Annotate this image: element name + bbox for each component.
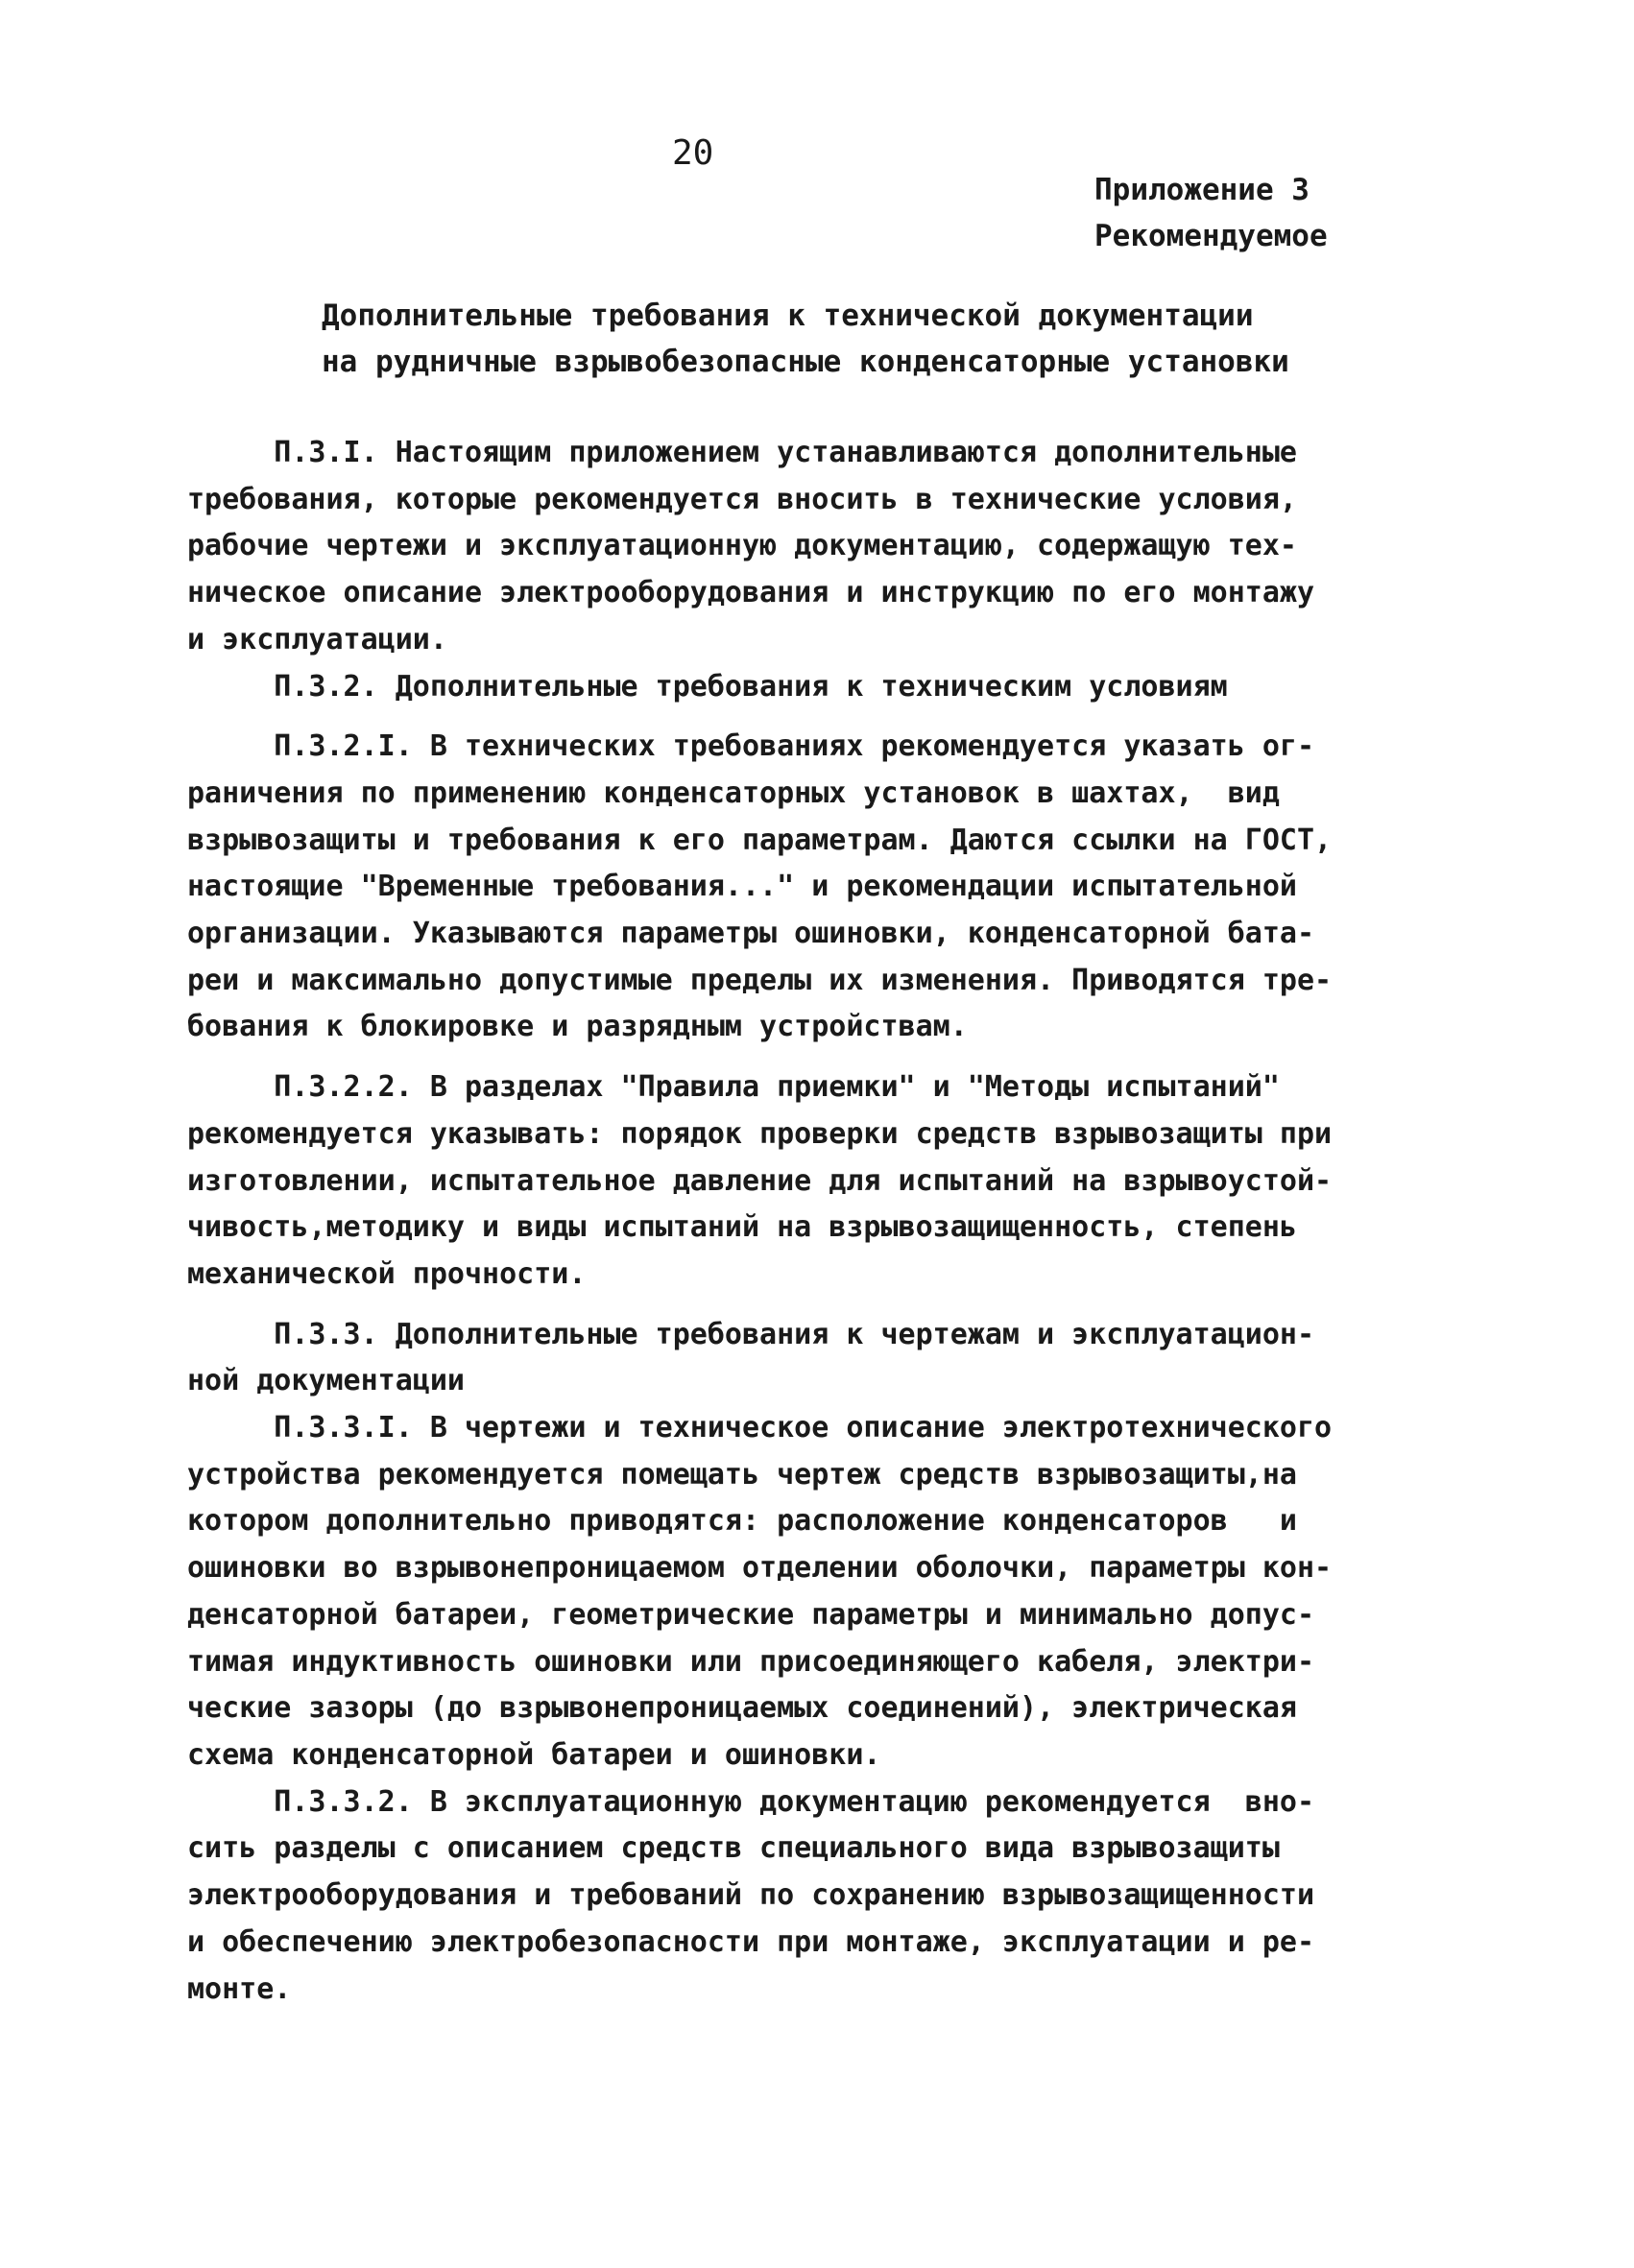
page-number: 20 xyxy=(672,133,714,173)
text-line: сить разделы с описанием средств специального вида взрывозащиты xyxy=(187,1831,1280,1866)
text-line: механической прочности. xyxy=(187,1256,587,1291)
text-line: П.3.2. Дополнительные требования к техническим условиям xyxy=(187,669,1228,704)
text-line: П.3.3.2. В эксплуатационную документацию рекомендуется вно- xyxy=(187,1784,1314,1819)
title-line-2: на рудничные взрывобезопасные конденсаторные установки xyxy=(322,345,1289,379)
text-line: раничения по применению конденсаторных установок в шахтах, вид xyxy=(187,776,1280,810)
text-line: ническое описание электрооборудования и инструкцию по его монтажу xyxy=(187,576,1314,610)
text-line: чивость,методику и виды испытаний на взрывозащищенность, степень xyxy=(187,1210,1297,1245)
text-line: настоящие "Временные требования..." и рекомендации испытательной xyxy=(187,870,1297,904)
text-line: котором дополнительно приводятся: расположение конденсаторов и xyxy=(187,1504,1297,1539)
text-line: П.3.3.I. В чертежи и техническое описание электротехнического xyxy=(187,1411,1333,1445)
text-line: П.3.2.2. В разделах "Правила приемки" и "Методы испытаний" xyxy=(187,1070,1280,1105)
section-p-3-2-2 xyxy=(187,1064,1454,1299)
appendix-header xyxy=(1094,167,1328,259)
text-line: П.3.3. Дополнительные требования к чертежам и эксплуатацион- xyxy=(187,1317,1314,1351)
text-line: изготовлении, испытательное давление для испытаний на взрывоустой- xyxy=(187,1163,1333,1198)
text-line: монте. xyxy=(187,1971,292,2006)
text-line: электрооборудования и требований по сохранению взрывозащищенности xyxy=(187,1878,1314,1913)
text-line: схема конденсаторной батареи и ошиновки. xyxy=(187,1737,881,1772)
section-p-3-2 xyxy=(187,664,1454,711)
text-line: устройства рекомендуется помещать чертеж средств взрывозащиты,на xyxy=(187,1457,1297,1492)
document-body xyxy=(187,430,1454,2013)
text-line: бования к блокировке и разрядным устройствам. xyxy=(187,1010,968,1044)
section-p-3-1 xyxy=(187,430,1454,664)
section-p-3-3 xyxy=(187,1312,1454,1405)
section-p-3-3-1 xyxy=(187,1405,1454,1779)
section-p-3-3-2 xyxy=(187,1779,1454,2014)
text-line: тимая индуктивность ошиновки или присоединяющего кабеля, электри- xyxy=(187,1644,1314,1679)
document-title xyxy=(322,293,1416,385)
text-line: П.3.I. Настоящим приложением устанавливаются дополнительные xyxy=(187,436,1297,469)
text-line: ошиновки во взрывонепроницаемом отделении оболочки, параметры кон- xyxy=(187,1551,1333,1586)
text-line: взрывозащиты и требования к его параметрам. Даются ссылки на ГОСТ, xyxy=(187,823,1333,857)
text-line: и эксплуатации. xyxy=(187,622,447,657)
section-p-3-2-1 xyxy=(187,724,1454,1051)
text-line: денсаторной батареи, геометрические параметры и минимально допус- xyxy=(187,1597,1314,1632)
text-line: реи и максимально допустимые пределы их изменения. Приводятся тре- xyxy=(187,963,1333,997)
text-line: ческие зазоры (до взрывонепроницаемых соединений), электрическая xyxy=(187,1691,1297,1726)
text-line: П.3.2.I. В технических требованиях рекомендуется указать ог- xyxy=(187,729,1314,764)
text-line: ной документации xyxy=(187,1364,465,1398)
appendix-label: Приложение 3 xyxy=(1094,173,1310,207)
text-line: рабочие чертежи и эксплуатационную документацию, содержащую тех- xyxy=(187,529,1297,563)
appendix-status: Рекомендуемое xyxy=(1094,219,1328,253)
title-line-1: Дополнительные требования к технической документации xyxy=(322,298,1254,333)
text-line: рекомендуется указывать: порядок проверки средств взрывозащиты при xyxy=(187,1116,1333,1151)
text-line: требования, которые рекомендуется вносить в технические условия, xyxy=(187,482,1297,516)
text-line: организации. Указываются параметры ошиновки, конденсаторной бата- xyxy=(187,917,1314,951)
text-line: и обеспечению электробезопасности при монтаже, эксплуатации и ре- xyxy=(187,1924,1314,1959)
